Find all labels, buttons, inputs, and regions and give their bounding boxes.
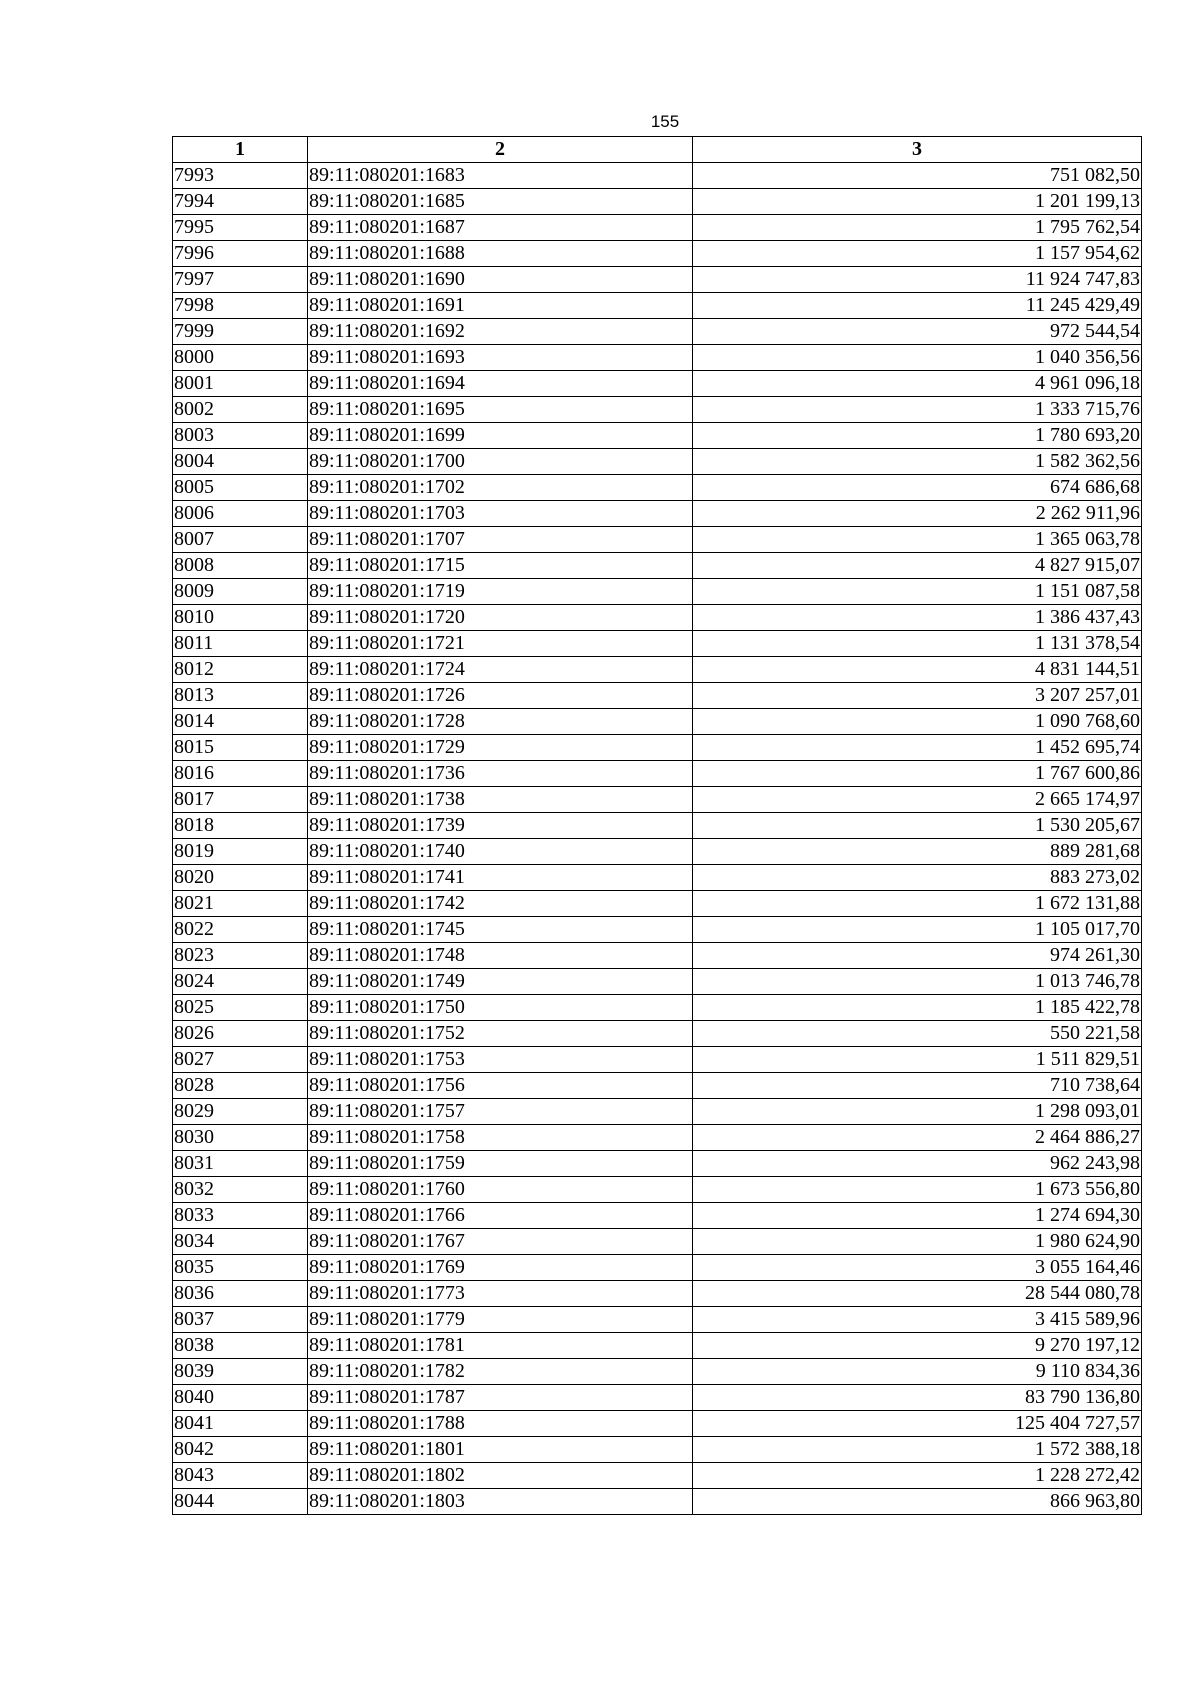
cadastral-number-cell: 89:11:080201:1766 [308,1203,693,1229]
column-header-1: 1 [173,137,308,163]
row-number-cell: 8024 [173,969,308,995]
table-row [173,241,1142,267]
row-number-cell: 8005 [173,475,308,501]
table-row [173,527,1142,553]
cadastral-value-cell: 4 827 915,07 [693,553,1142,579]
cadastral-number-cell: 89:11:080201:1690 [308,267,693,293]
cadastral-value-cell: 1 780 693,20 [693,423,1142,449]
cadastral-value-cell: 2 262 911,96 [693,501,1142,527]
table-row [173,1463,1142,1489]
cadastral-value-cell: 2 665 174,97 [693,787,1142,813]
table-row [173,1333,1142,1359]
table-row [173,397,1142,423]
row-number-cell: 8042 [173,1437,308,1463]
cadastral-value-cell: 1 767 600,86 [693,761,1142,787]
cadastral-number-cell: 89:11:080201:1721 [308,631,693,657]
cadastral-value-cell: 1 228 272,42 [693,1463,1142,1489]
row-number-cell: 8027 [173,1047,308,1073]
table-row [173,735,1142,761]
cadastral-number-cell: 89:11:080201:1692 [308,319,693,345]
row-number-cell: 8035 [173,1255,308,1281]
row-number-cell: 7995 [173,215,308,241]
row-number-cell: 7993 [173,163,308,189]
row-number-cell: 8036 [173,1281,308,1307]
cadastral-value-cell: 1 013 746,78 [693,969,1142,995]
table-row [173,189,1142,215]
cadastral-value-cell: 972 544,54 [693,319,1142,345]
table-row [173,1359,1142,1385]
cadastral-value-cell: 83 790 136,80 [693,1385,1142,1411]
row-number-cell: 8003 [173,423,308,449]
cadastral-number-cell: 89:11:080201:1729 [308,735,693,761]
cadastral-value-table [172,136,1142,1515]
table-row [173,709,1142,735]
cadastral-value-cell: 883 273,02 [693,865,1142,891]
cadastral-value-cell: 550 221,58 [693,1021,1142,1047]
row-number-cell: 8038 [173,1333,308,1359]
table-row [173,605,1142,631]
cadastral-value-cell: 1 452 695,74 [693,735,1142,761]
cadastral-number-cell: 89:11:080201:1685 [308,189,693,215]
cadastral-number-cell: 89:11:080201:1694 [308,371,693,397]
row-number-cell: 8009 [173,579,308,605]
cadastral-number-cell: 89:11:080201:1703 [308,501,693,527]
row-number-cell: 8015 [173,735,308,761]
cadastral-number-cell: 89:11:080201:1753 [308,1047,693,1073]
row-number-cell: 8039 [173,1359,308,1385]
cadastral-number-cell: 89:11:080201:1683 [308,163,693,189]
cadastral-value-cell: 1 511 829,51 [693,1047,1142,1073]
table-row [173,1489,1142,1515]
cadastral-value-cell: 1 673 556,80 [693,1177,1142,1203]
cadastral-value-cell: 1 151 087,58 [693,579,1142,605]
row-number-cell: 8029 [173,1099,308,1125]
table-row [173,579,1142,605]
cadastral-number-cell: 89:11:080201:1728 [308,709,693,735]
table-row [173,839,1142,865]
table-row [173,865,1142,891]
cadastral-number-cell: 89:11:080201:1756 [308,1073,693,1099]
table-row [173,1437,1142,1463]
page-number: 155 [650,112,680,131]
row-number-cell: 8019 [173,839,308,865]
cadastral-value-cell: 11 924 747,83 [693,267,1142,293]
cadastral-number-cell: 89:11:080201:1803 [308,1489,693,1515]
cadastral-number-cell: 89:11:080201:1745 [308,917,693,943]
table-row [173,917,1142,943]
cadastral-number-cell: 89:11:080201:1801 [308,1437,693,1463]
cadastral-number-cell: 89:11:080201:1752 [308,1021,693,1047]
cadastral-value-cell: 1 201 199,13 [693,189,1142,215]
cadastral-number-cell: 89:11:080201:1715 [308,553,693,579]
cadastral-number-cell: 89:11:080201:1757 [308,1099,693,1125]
cadastral-value-cell: 866 963,80 [693,1489,1142,1515]
row-number-cell: 7997 [173,267,308,293]
table-row [173,1203,1142,1229]
table-row [173,1281,1142,1307]
row-number-cell: 7999 [173,319,308,345]
row-number-cell: 8026 [173,1021,308,1047]
row-number-cell: 8022 [173,917,308,943]
cadastral-number-cell: 89:11:080201:1736 [308,761,693,787]
row-number-cell: 8037 [173,1307,308,1333]
cadastral-value-cell: 1 386 437,43 [693,605,1142,631]
row-number-cell: 8033 [173,1203,308,1229]
cadastral-number-cell: 89:11:080201:1724 [308,657,693,683]
row-number-cell: 8000 [173,345,308,371]
cadastral-value-cell: 2 464 886,27 [693,1125,1142,1151]
row-number-cell: 8040 [173,1385,308,1411]
table-row [173,1073,1142,1099]
table-row [173,1229,1142,1255]
cadastral-value-cell: 1 298 093,01 [693,1099,1142,1125]
row-number-cell: 8025 [173,995,308,1021]
row-number-cell: 8043 [173,1463,308,1489]
cadastral-value-cell: 1 105 017,70 [693,917,1142,943]
cadastral-value-cell: 1 572 388,18 [693,1437,1142,1463]
column-header-2: 2 [308,137,693,163]
cadastral-value-cell: 974 261,30 [693,943,1142,969]
cadastral-value-cell: 1 131 378,54 [693,631,1142,657]
table-body [173,163,1142,1515]
table-row [173,969,1142,995]
cadastral-value-cell: 1 365 063,78 [693,527,1142,553]
cadastral-number-cell: 89:11:080201:1742 [308,891,693,917]
cadastral-value-cell: 674 686,68 [693,475,1142,501]
table-row [173,475,1142,501]
table-row [173,267,1142,293]
table-row [173,423,1142,449]
cadastral-number-cell: 89:11:080201:1738 [308,787,693,813]
table-row [173,1021,1142,1047]
table-row [173,995,1142,1021]
cadastral-value-cell: 1 582 362,56 [693,449,1142,475]
row-number-cell: 8002 [173,397,308,423]
row-number-cell: 8001 [173,371,308,397]
row-number-cell: 8030 [173,1125,308,1151]
cadastral-value-cell: 1 157 954,62 [693,241,1142,267]
table-row [173,449,1142,475]
cadastral-value-cell: 3 415 589,96 [693,1307,1142,1333]
table-row [173,553,1142,579]
cadastral-number-cell: 89:11:080201:1726 [308,683,693,709]
table-row [173,1411,1142,1437]
cadastral-value-cell: 3 055 164,46 [693,1255,1142,1281]
cadastral-value-cell: 1 090 768,60 [693,709,1142,735]
table-row [173,657,1142,683]
table-row [173,761,1142,787]
row-number-cell: 8004 [173,449,308,475]
cadastral-number-cell: 89:11:080201:1700 [308,449,693,475]
table-row [173,891,1142,917]
row-number-cell: 8016 [173,761,308,787]
row-number-cell: 8044 [173,1489,308,1515]
row-number-cell: 8006 [173,501,308,527]
row-number-cell: 8032 [173,1177,308,1203]
row-number-cell: 7994 [173,189,308,215]
cadastral-number-cell: 89:11:080201:1759 [308,1151,693,1177]
row-number-cell: 8021 [173,891,308,917]
cadastral-number-cell: 89:11:080201:1693 [308,345,693,371]
row-number-cell: 8017 [173,787,308,813]
cadastral-value-cell: 889 281,68 [693,839,1142,865]
cadastral-number-cell: 89:11:080201:1739 [308,813,693,839]
table-row [173,943,1142,969]
cadastral-value-cell: 1 530 205,67 [693,813,1142,839]
cadastral-value-cell: 11 245 429,49 [693,293,1142,319]
cadastral-number-cell: 89:11:080201:1749 [308,969,693,995]
cadastral-value-cell: 1 333 715,76 [693,397,1142,423]
row-number-cell: 7998 [173,293,308,319]
table-row [173,215,1142,241]
table-row [173,293,1142,319]
row-number-cell: 8011 [173,631,308,657]
cadastral-number-cell: 89:11:080201:1750 [308,995,693,1021]
table-row [173,371,1142,397]
cadastral-number-cell: 89:11:080201:1769 [308,1255,693,1281]
table-row [173,1151,1142,1177]
table-row [173,1385,1142,1411]
cadastral-value-cell: 1 274 694,30 [693,1203,1142,1229]
cadastral-value-cell: 3 207 257,01 [693,683,1142,709]
cadastral-number-cell: 89:11:080201:1687 [308,215,693,241]
cadastral-value-cell: 1 185 422,78 [693,995,1142,1021]
table-row [173,1047,1142,1073]
row-number-cell: 8007 [173,527,308,553]
row-number-cell: 8041 [173,1411,308,1437]
row-number-cell: 8018 [173,813,308,839]
table-row [173,631,1142,657]
row-number-cell: 8034 [173,1229,308,1255]
cadastral-number-cell: 89:11:080201:1707 [308,527,693,553]
cadastral-number-cell: 89:11:080201:1781 [308,1333,693,1359]
row-number-cell: 8031 [173,1151,308,1177]
cadastral-value-cell: 962 243,98 [693,1151,1142,1177]
cadastral-number-cell: 89:11:080201:1802 [308,1463,693,1489]
table-row [173,1177,1142,1203]
cadastral-number-cell: 89:11:080201:1740 [308,839,693,865]
row-number-cell: 8023 [173,943,308,969]
cadastral-number-cell: 89:11:080201:1691 [308,293,693,319]
row-number-cell: 8010 [173,605,308,631]
cadastral-number-cell: 89:11:080201:1695 [308,397,693,423]
cadastral-value-cell: 1 672 131,88 [693,891,1142,917]
table-row [173,345,1142,371]
cadastral-number-cell: 89:11:080201:1699 [308,423,693,449]
cadastral-number-cell: 89:11:080201:1779 [308,1307,693,1333]
cadastral-value-cell: 4 961 096,18 [693,371,1142,397]
cadastral-value-cell: 125 404 727,57 [693,1411,1142,1437]
cadastral-number-cell: 89:11:080201:1748 [308,943,693,969]
table-row [173,1307,1142,1333]
table-header-row [173,137,1142,163]
cadastral-number-cell: 89:11:080201:1760 [308,1177,693,1203]
cadastral-number-cell: 89:11:080201:1773 [308,1281,693,1307]
cadastral-number-cell: 89:11:080201:1788 [308,1411,693,1437]
table-row [173,501,1142,527]
table-row [173,787,1142,813]
row-number-cell: 8014 [173,709,308,735]
cadastral-number-cell: 89:11:080201:1782 [308,1359,693,1385]
cadastral-number-cell: 89:11:080201:1787 [308,1385,693,1411]
cadastral-value-cell: 751 082,50 [693,163,1142,189]
row-number-cell: 7996 [173,241,308,267]
column-header-3: 3 [693,137,1142,163]
cadastral-value-cell: 9 110 834,36 [693,1359,1142,1385]
cadastral-value-cell: 710 738,64 [693,1073,1142,1099]
table-row [173,163,1142,189]
cadastral-value-cell: 1 040 356,56 [693,345,1142,371]
cadastral-number-cell: 89:11:080201:1720 [308,605,693,631]
cadastral-number-cell: 89:11:080201:1688 [308,241,693,267]
cadastral-number-cell: 89:11:080201:1719 [308,579,693,605]
cadastral-value-cell: 28 544 080,78 [693,1281,1142,1307]
row-number-cell: 8028 [173,1073,308,1099]
table-row [173,319,1142,345]
cadastral-value-cell: 9 270 197,12 [693,1333,1142,1359]
table-row [173,1099,1142,1125]
table-row [173,1125,1142,1151]
cadastral-number-cell: 89:11:080201:1702 [308,475,693,501]
cadastral-number-cell: 89:11:080201:1758 [308,1125,693,1151]
cadastral-number-cell: 89:11:080201:1767 [308,1229,693,1255]
row-number-cell: 8013 [173,683,308,709]
table-row [173,813,1142,839]
row-number-cell: 8020 [173,865,308,891]
cadastral-value-cell: 1 795 762,54 [693,215,1142,241]
table-row [173,683,1142,709]
cadastral-value-cell: 1 980 624,90 [693,1229,1142,1255]
cadastral-number-cell: 89:11:080201:1741 [308,865,693,891]
row-number-cell: 8008 [173,553,308,579]
cadastral-value-cell: 4 831 144,51 [693,657,1142,683]
table-row [173,1255,1142,1281]
row-number-cell: 8012 [173,657,308,683]
